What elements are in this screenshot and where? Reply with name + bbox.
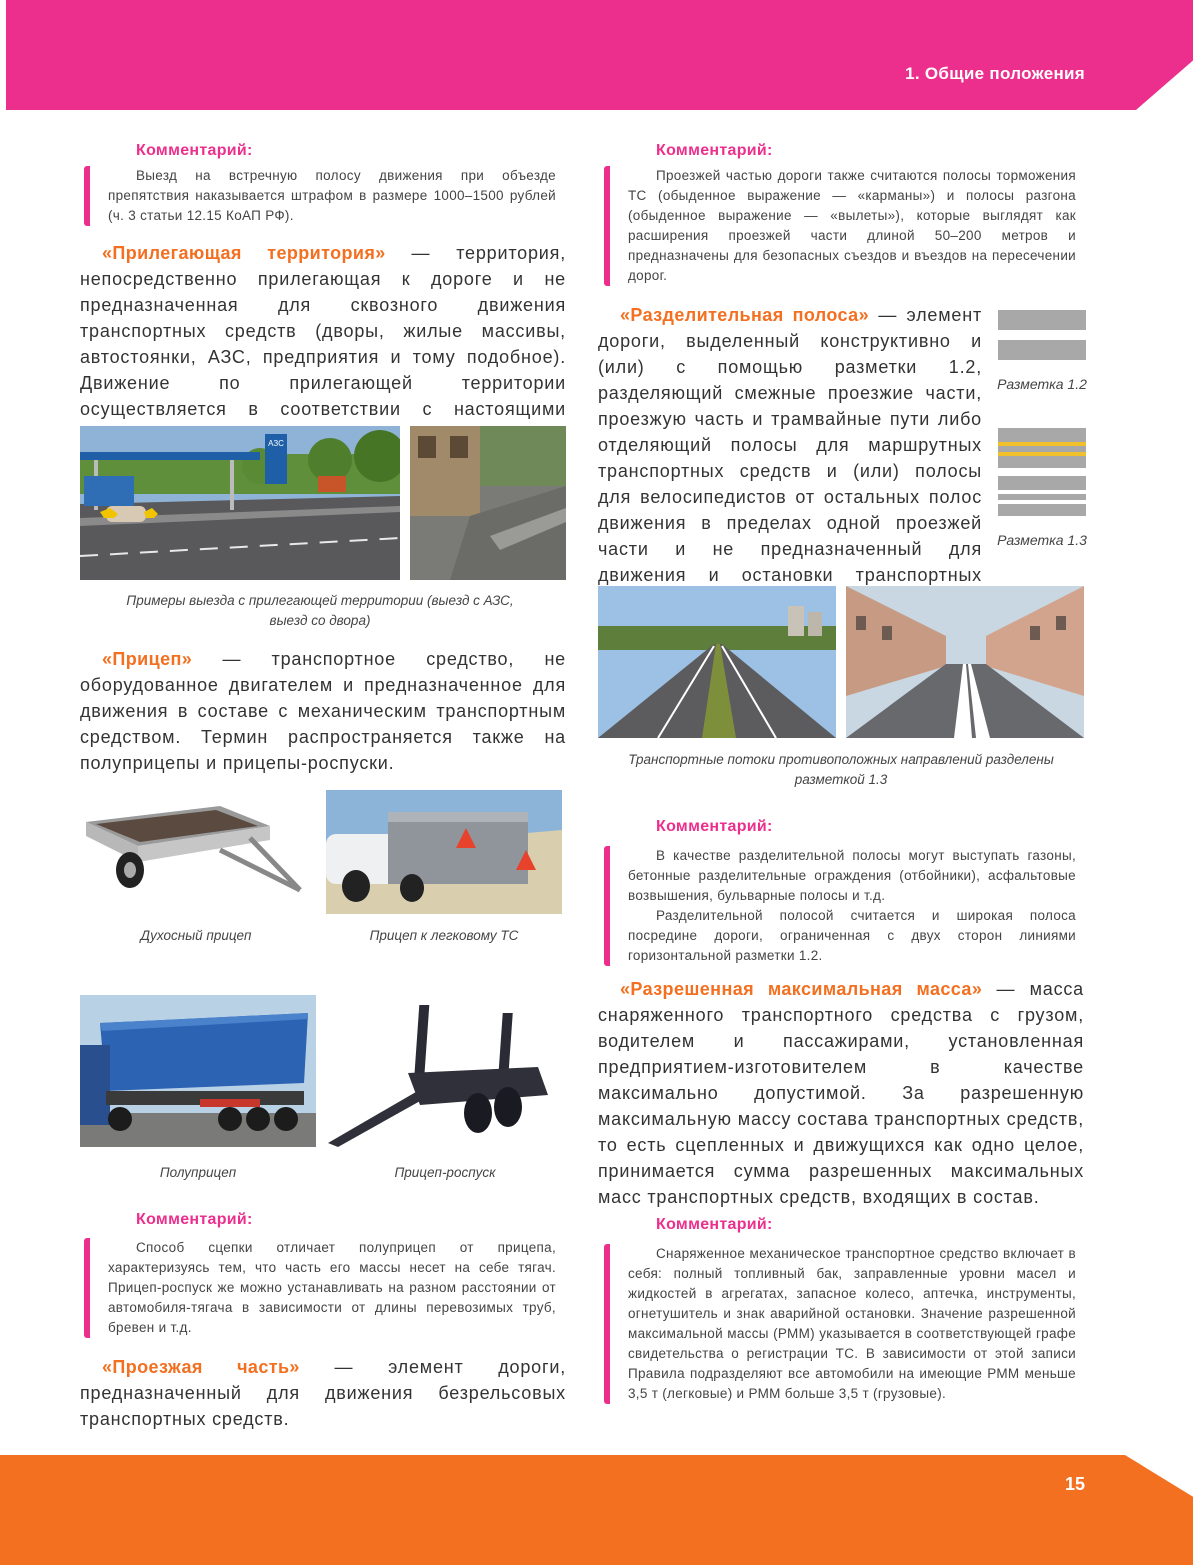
comment-text: Проезжей частью дороги также считаются полосы торможения ТС (обыденное выражение — «карманы») и полосы разгона (обыденное выражение — «вылеты»), которые выглядят как расширения проезжей части длиной 50–200 метров и предназначены для безопасных съездов и въездов на пересечении дорог. <box>628 168 1076 283</box>
marking-1-3-white-image <box>998 476 1086 516</box>
comment-paragraph: В качестве разделительной полосы могут выступать газоны, бетонные разделительные ограждения (отбойники), асфальтовые возвышения, бульварные полосы и т.д. <box>628 848 1076 903</box>
definition-text: — транспортное средство, не оборудованное двигателем и предназначенное для движения в составе с механическим транспортным средством. Термин распространяется также на полуприцепы и прицепы-роспуски. <box>80 649 566 773</box>
comment-box <box>604 846 1076 966</box>
definition-text: — территория, непосредственно прилегающая к дороге и не предназначенная для сквозного движения транспортных средств (дворы, жилые массивы, автостоянки, АЗС, предприятия и тому подобное). Движение по прилегающей территории осуществляется в соответствии с настоящими <box>80 243 566 419</box>
marking-caption: Разметка 1.3 <box>997 532 1087 548</box>
city-street-photo <box>846 586 1084 738</box>
comment-box <box>604 1244 1076 1404</box>
comment-label: Комментарий: <box>656 142 773 159</box>
semitrailer-image <box>80 995 316 1147</box>
trailer-caption: Прицеп к легковому ТС <box>369 928 519 943</box>
comment-text: Выезд на встречную полосу движения при объезде препятствия наказывается штрафом в размере 1000–1500 рублей (ч. 3 статьи 12.15 КоАП РФ). <box>108 168 556 223</box>
section-title: 1. Общие положения <box>905 64 1085 83</box>
marking-1-2-image <box>998 310 1086 360</box>
page-number: 15 <box>1064 1474 1085 1494</box>
definition-dividing-strip <box>598 302 982 614</box>
comment-label: Комментарий: <box>136 1211 253 1228</box>
definition-text: — элемент дороги, выделенный конструктивно и (или) с помощью разметки 1.2, разделяющий смежные проезжие части, проезжую часть и трамвайные пути либо отделяющий полосы для маршрутных транспортных средств и (или) полосы для велосипедистов от остальных полос движения в пределах одной проезжей части и не предназначенный для движения и остановки транспортных <box>598 305 982 585</box>
comment-text: Способ сцепки отличает полуприцеп от прицепа, характеризуясь тем, что часть его массы несет на себе тягач. Прицеп-роспуск же можно устанавливать на разном расстоянии от автомобиля-тягача в зависимости от длины перевозимых труб, бревен и т.д. <box>108 1240 556 1335</box>
term: «Разрешенная максимальная масса» <box>620 979 983 999</box>
term: «Прицеп» <box>102 649 193 669</box>
comment-paragraph: Разделительной полосой считается и широкая полоса посредине дороги, ограниченная с двух сторон линиями горизонтальной разметки 1.2. <box>628 908 1076 963</box>
term: «Проезжая часть» <box>102 1357 300 1377</box>
gas-station-exit-photo <box>80 426 400 580</box>
comment-text: Снаряженное механическое транспортное средство включает в себя: полный топливный бак, заправленные уровни масел и жидкостей в агрегатах, запасное колесо, аптечка, инструменты, огнетушитель и знак аварийной остановки. Значение разрешенной максимальной массы (РММ) указывается в соответствующей графе свидетельства о регистрации ТС. В зависимости от этой записи Правила подразделяют все автомобили на имеющие РММ меньше 3,5 т (легковые) и РММ больше 3,5 т (грузовые). <box>628 1246 1076 1401</box>
definition-adjacent-territory <box>80 240 566 448</box>
definition-trailer <box>80 646 566 776</box>
courtyard-exit-photo <box>410 426 566 580</box>
pole-trailer-image <box>328 995 562 1147</box>
marking-caption: Разметка 1.2 <box>997 376 1087 392</box>
comment-box <box>84 166 556 226</box>
footer-band <box>0 1455 1193 1565</box>
two-axle-trailer-image <box>80 790 312 910</box>
comment-label: Комментарий: <box>656 818 773 835</box>
trailer-caption: Полуприцеп <box>159 1165 237 1180</box>
gas-station-sign: АЗС <box>268 439 284 448</box>
trailer-caption: Духосный прицеп <box>140 928 252 943</box>
definition-text: — элемент дороги, предназначенный для движения безрельсовых транспортных средств. <box>80 1357 567 1429</box>
comment-label: Комментарий: <box>656 1216 773 1233</box>
comment-box <box>84 1238 556 1338</box>
header-band <box>6 0 1193 110</box>
definition-max-mass <box>598 976 1084 1210</box>
comment-label: Комментарий: <box>136 142 253 159</box>
car-trailer-image <box>326 790 562 914</box>
definition-roadway <box>80 1354 566 1432</box>
term: «Разделительная полоса» <box>620 305 869 325</box>
marking-1-3-yellow-image <box>998 428 1086 468</box>
photo-caption: Транспортные потоки противоположных направлений разделены разметкой 1.3 <box>628 752 1054 787</box>
trailer-caption: Прицеп-роспуск <box>394 1165 496 1180</box>
term: «Прилегающая территория» <box>102 243 386 263</box>
photo-caption: Примеры выезда с прилегающей территории (выезд с АЗС, выезд со двора) <box>126 593 514 628</box>
comment-box <box>604 166 1076 286</box>
highway-divider-photo <box>598 586 836 738</box>
definition-text: — масса снаряженного транспортного средства с грузом, водителем и пассажирами, установленная предприятием-изготовителем в качестве максимально допустимой. За разрешенную максимальную массу состава транспортных средств, то есть сцепленных и движущихся как одно целое, принимается сумма разрешенных максимальных масс транспортных средств, входящих в состав. <box>598 979 1084 1207</box>
